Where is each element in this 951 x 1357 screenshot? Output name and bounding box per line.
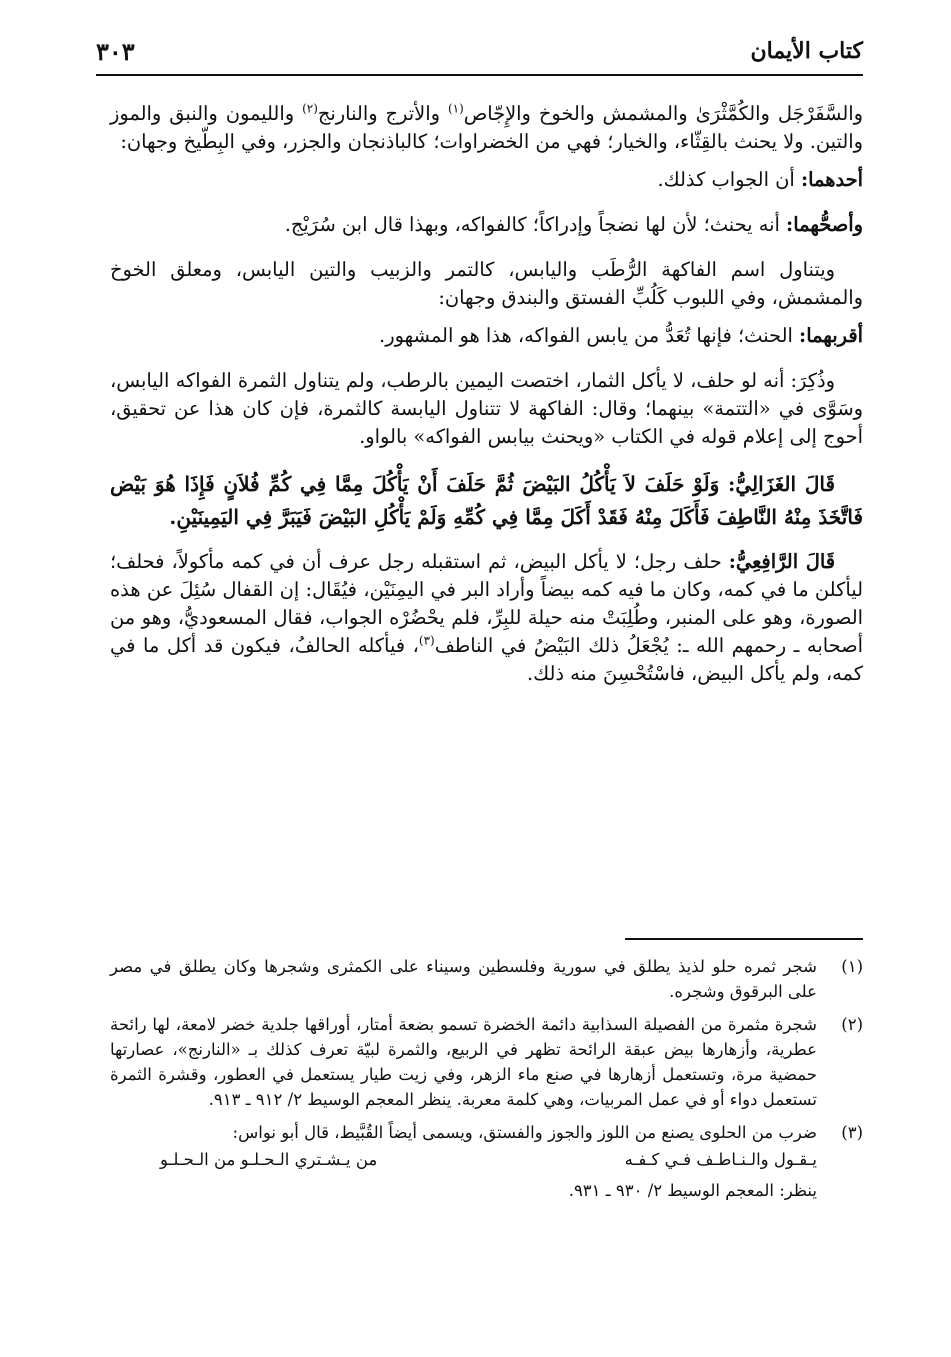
label-rafii: قَالَ الرَّافِعِيُّ: <box>728 550 835 573</box>
paragraph-dried-fruit: ويتناول اسم الفاكهة الرُّطَب واليابس، كالتمر والزبيب والتين اليابس، ومعلق الخوخ والمشمش، وفي اللبوب كَلُبِّ الفستق والبندق وجهان: <box>110 258 863 309</box>
paragraph-mentioned: وذُكِرَ: أنه لو حلف، لا يأكل الثمار، اختصت اليمين بالرطب، ولم يتناول الثمرة الفواكه اليابس، وسَوَّى في «التتمة» بينهما؛ وقال: الفاكهة لا تتناول اليابسة كالثمرة، فإن كان هذا عن تحقيق، أحوج إلى إعلام قوله في الكتاب «ويحنث بيابس الفواكه» بالواو. <box>110 369 863 448</box>
footnote-reference: ينظر: المعجم الوسيط ٢/ ٩٣٠ ـ ٩٣١. <box>568 1181 817 1200</box>
footnote-number: (١) <box>841 957 863 976</box>
label-ghazali: قَالَ الغَزَالِيُّ: <box>728 472 835 496</box>
footnote-ref-3[interactable]: (٣) <box>418 633 435 648</box>
footnote-number: (٣) <box>841 1123 863 1142</box>
paragraph-first-view: أحدهما: أن الجواب كذلك. <box>657 168 863 191</box>
footnote-3 <box>110 1120 863 1203</box>
page-number: ٣٠٣ <box>96 36 135 66</box>
chapter-title: كتاب الأيمان <box>750 38 863 64</box>
footnote-text: شجرة مثمرة من الفصيلة السذابية دائمة الخضرة تسمو بضعة أمتار، أوراقها جلدية خضر لامعة، لها رائحة عطرية، وأزهارها بيض عبقة الرائحة تظهر في الربيع، والثمرة لبيّة تعرف كذلك بـ «النارنج»، عصارتها حمضية مرة، وتستعمل أزهارها في صنع ماء الزهر، وفي زيت طيار يستعمل في العطور، وقشرة الثمرة تستعمل دواء أو في عمل المربيات، وهي كلمة معربة. ينظر المعجم الوسيط ٢/ ٩١٢ ـ ٩١٣. <box>110 1015 817 1109</box>
paragraph-sound-view: وأصحُّهما: أنه يحنث؛ لأن لها نضجاً وإدراكاً؛ كالفواكه، وبهذا قال ابن سُرَيْج. <box>284 213 863 236</box>
page-header <box>96 28 863 76</box>
paragraph-rafii: قَالَ الرَّافِعِيُّ: حلف رجل؛ لا يأكل البيض، ثم استقبله رجل عرف أن في كمه مأكولاً، فحلف؛ ليأكلن ما في كمه، وكان ما فيه كمه بيضاً وأراد البر في اليمِنَيْن، فيُقَال: إن القفال سُئِلَ عن هذه الصورة، وهو على المنبر، وطُلِبَتْ منه حيلة للبِرِّ، فلم يحْضُرْه الجواب، فقال المسعوديُّ، وهو من أصحابه ـ رحمهم الله ـ: يُجْعَلُ ذلك البَيْضُ في الناطف$^{(٣)}$، فيأكله الحالفُ، فيكون قد أكل ما في كمه، ولم يأكل البيض، فاسْتُحْسِنَ منه ذلك. <box>110 550 863 685</box>
main-text <box>110 100 863 705</box>
label-sound-view: وأصحُّهما: <box>786 213 863 236</box>
verse-second-hemistich: من يـشـتري الـحـلـو من الـحـلـو <box>160 1150 378 1169</box>
footnote-ref-1[interactable]: (١) <box>447 101 464 116</box>
paragraph-ghazali: قَالَ الغَزَالِيُّ: وَلَوْ حَلَفَ لاَ يَأْكُلُ البَيْضَ ثُمَّ حَلَفَ أَنْ يَأْكُلَ مِمَّا فِي كُمِّ فُلاَنٍ فَإِذَا هُوَ بَيْض فَاتَّخَذَ مِنْهُ النَّاطِفَ فَأَكَلَ مِنْهُ فَقَدْ أَكَلَ مِمَّا فِي كُمِّهِ وَلَمْ يَأْكُلِ البَيْضَ فَيَبَرَّ فِي اليَمِينَيْنِ. <box>110 472 863 529</box>
paragraph-fruits: والسَّفَرْجَل والكُمَّثْرَىٰ والمشمش والخوخ والإِجّاص$^{(١)}$ والأترج والنارنج$^{(٢)}$ والليمون والنبق والموز والتين. ولا يحنث بالقِثّاء، والخيار؛ فهي من الخضراوات؛ كالباذنجان والجزر، وفي البِطّيخ وجهان: <box>110 101 863 153</box>
footnote-separator <box>625 938 863 940</box>
footnote-text: ضرب من الحلوى يصنع من اللوز والجوز والفستق، ويسمى أيضاً القُبَّيط، قال أبو نواس: <box>232 1123 817 1142</box>
label-closest-view: أقربهما: <box>799 324 863 347</box>
footnote-1 <box>110 954 863 1004</box>
footnote-text: شجر ثمره حلو لذيذ يطلق في سورية وفلسطين وسيناء على الكمثرى وشجرها وكان يطلق في مصر على البرقوق وشجره. <box>110 957 817 1001</box>
verse-first-hemistich: يـقـول والـنـاطـف فـي كـفـه <box>624 1150 817 1169</box>
poem-verse <box>110 1147 817 1172</box>
footnotes <box>110 954 863 1211</box>
paragraph-closest-view: أقربهما: الحنث؛ فإنها تُعَدُّ من يابس الفواكه، هذا هو المشهور. <box>379 324 863 347</box>
footnote-2 <box>110 1012 863 1112</box>
label-first-view: أحدهما: <box>800 168 863 191</box>
footnote-ref-2[interactable]: (٢) <box>302 101 318 116</box>
footnote-number: (٢) <box>841 1015 863 1034</box>
